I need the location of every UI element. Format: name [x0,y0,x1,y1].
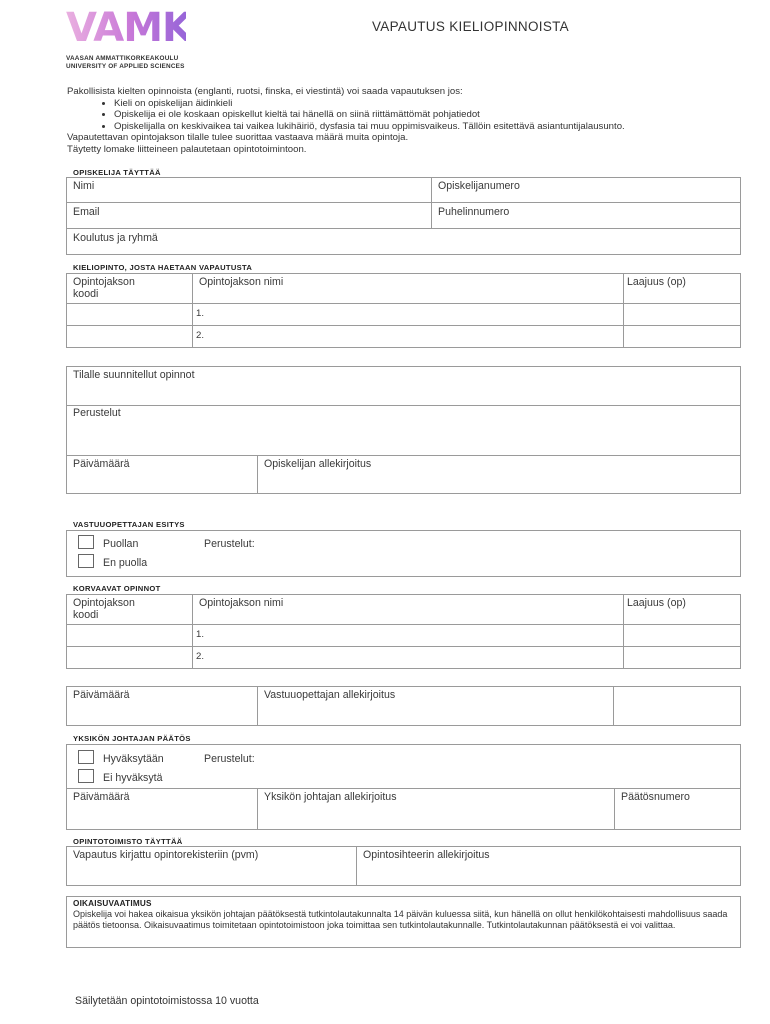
logo-wordmark: VAMK [66,8,186,44]
approve-checkbox[interactable] [78,750,94,764]
student-justification-field[interactable] [66,405,741,456]
email-label: Email [73,206,100,218]
teacher-signature-label: Vastuuopettajan allekirjoitus [264,689,396,701]
vamk-logo [66,8,186,71]
course-credits-label: Laajuus (op) [627,276,686,288]
course-section-heading: KIELIOPINTO, JOSTA HAETAAN VAPAUTUSTA [73,263,253,272]
course-row1-number: 1. [196,308,205,319]
appeal-text: Opiskelija voi hakea oikaisua yksikön johtajan päätöksestä tutkintolautakunnalta 14 päivän kuluessa siitä, kun hänellä on ollut henkilökohtaisesti mahdollisuus saada päätös tietoonsa. Oikaisuvaatimus toimitetaan opintotoimistoon joka toimittaa sen tutkintolautakunnalle. Tutkintolautakunnan päätöksestä ei voi valittaa. [73,909,728,931]
course-code-label: Opintojakson koodi [73,276,135,300]
logo-subtitle-en: UNIVERSITY OF APPLIED SCIENCES [66,63,185,70]
student-justification-label: Perustelut [73,407,121,419]
student-number-label: Opiskelijanumero [438,180,520,192]
course-row1-code[interactable] [66,303,193,326]
intro-line-return: Täytetty lomake liitteineen palautetaan opintotoimintoon. [67,143,307,155]
replacing-row1-code[interactable] [66,624,193,647]
replacing-credits-label: Laajuus (op) [627,597,686,609]
retention-note: Säilytetään opintotoimistossa 10 vuotta [75,995,259,1007]
course-row1-credits[interactable] [623,303,741,326]
course-row2-credits[interactable] [623,325,741,348]
course-row2-name[interactable] [192,325,624,348]
program-label: Koulutus ja ryhmä [73,232,158,244]
student-section-heading: OPISKELIJA TÄYTTÄÄ [73,168,161,177]
director-signature-label: Yksikön johtajan allekirjoitus [264,791,397,803]
replacing-row2-code[interactable] [66,646,193,669]
decision-number-label: Päätösnumero [621,791,690,803]
decision-date-label: Päivämäärä [73,791,130,803]
teacher-extra-field[interactable] [613,686,741,726]
replacing-name-label: Opintojakson nimi [199,597,284,609]
student-signature-label: Opiskelijan allekirjoitus [264,458,372,470]
teacher-justification-label: Perustelut: [204,538,255,550]
logo-subtitle [66,55,186,71]
course-row1-name[interactable] [192,303,624,326]
replacing-row2-credits[interactable] [623,646,741,669]
appeal-heading: OIKAISUVAATIMUS [73,899,152,908]
form-title: VAPAUTUS KIELIOPINNOISTA [372,19,569,34]
intro-bullet: • Opiskelija ei ole koskaan opiskellut kieltä tai hänellä on siinä riittämättömät pohjatiedot [114,109,747,121]
phone-label: Puhelinnumero [438,206,510,218]
teacher-recommendation-box [66,530,741,577]
intro-bullets [67,98,747,133]
replacing-section-heading: KORVAAVAT OPINNOT [73,584,161,593]
replacing-row1-credits[interactable] [623,624,741,647]
intro-text [67,86,747,156]
name-label: Nimi [73,180,95,192]
support-label: Puollan [103,538,139,550]
student-date-label: Päivämäärä [73,458,130,470]
intro-bullet: • Opiskelijalla on keskivaikea tai vaikea lukihäiriö, dysfasia tai muu oppimisvaikeus. Tällöin esitettävä asiantuntijalausunto. [114,121,747,133]
no-support-checkbox[interactable] [78,554,94,568]
planned-studies-label: Tilalle suunnitellut opinnot [73,369,195,381]
office-section-heading: OPINTOTOIMISTO TÄYTTÄÄ [73,837,183,846]
email-field[interactable] [66,202,432,229]
course-row2-code[interactable] [66,325,193,348]
replacing-row2-name[interactable] [192,646,624,669]
replacing-row1-name[interactable] [192,624,624,647]
intro-lead: Pakollisista kielten opinnoista (englanti, ruotsi, finska, ei viestintä) voi saada vapautuksen jos: [67,86,463,97]
decision-section-heading: YKSIKÖN JOHTAJAN PÄÄTÖS [73,734,191,743]
replacing-code-label: Opintojakson koodi [73,597,135,621]
reject-label: Ei hyväksytä [103,772,163,784]
reject-checkbox[interactable] [78,769,94,783]
name-field[interactable] [66,177,432,203]
course-name-label: Opintojakson nimi [199,276,284,288]
approve-label: Hyväksytään [103,753,164,765]
course-row2-number: 2. [196,330,205,341]
replacing-row2-number: 2. [196,651,205,662]
intro-line-replace: Vapautettavan opintojakson tilalle tulee suorittaa vastaava määrä muita opintoja. [67,132,409,144]
no-support-label: En puolla [103,557,148,569]
vamk-logo-mark [66,8,186,44]
replacing-row1-number: 1. [196,629,205,640]
support-checkbox[interactable] [78,535,94,549]
secretary-signature-label: Opintosihteerin allekirjoitus [363,849,490,861]
teacher-date-label: Päivämäärä [73,689,130,701]
recorded-date-label: Vapautus kirjattu opintorekisteriin (pvm) [73,849,259,861]
teacher-section-heading: VASTUUOPETTAJAN ESITYS [73,520,185,529]
program-field[interactable] [66,228,741,255]
decision-justification-label: Perustelut: [204,753,255,765]
logo-subtitle-fi: VAASAN AMMATTIKORKEAKOULU [66,55,179,62]
intro-bullet: • Kieli on opiskelijan äidinkieli [114,98,747,110]
